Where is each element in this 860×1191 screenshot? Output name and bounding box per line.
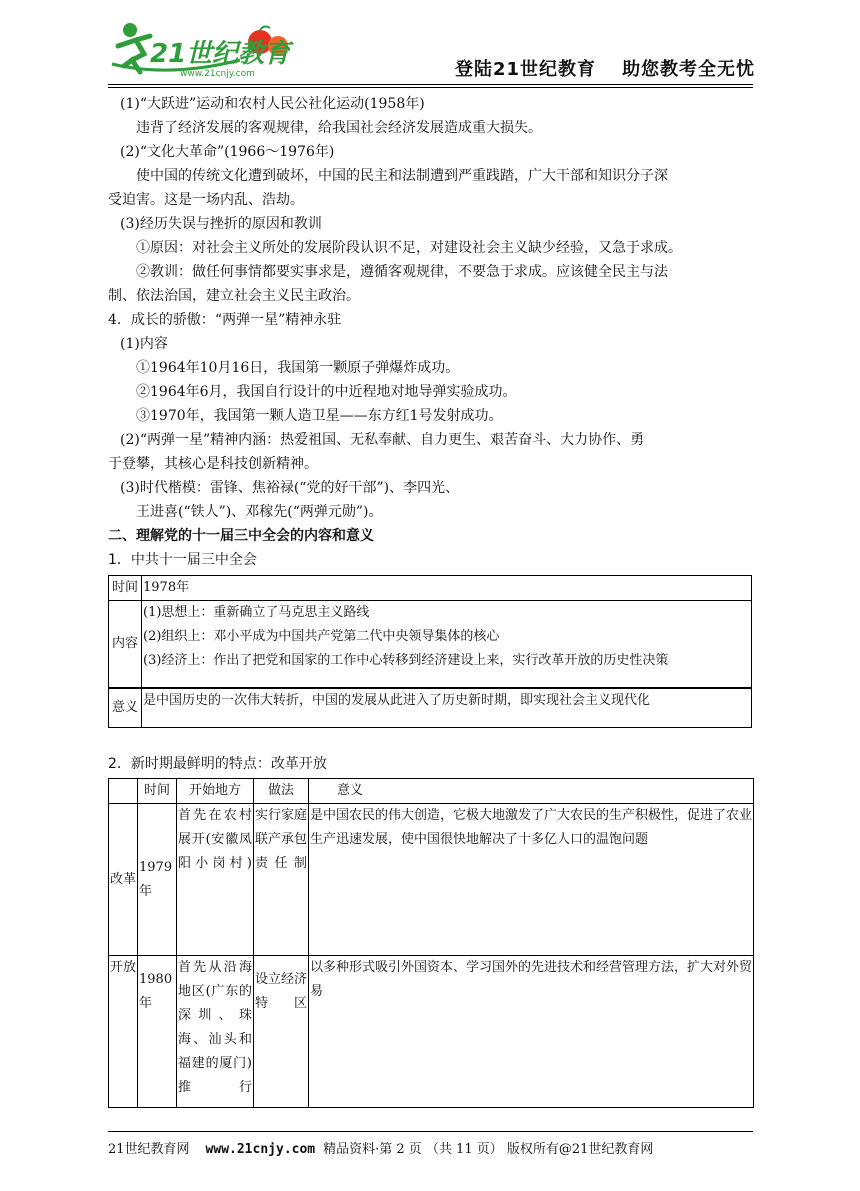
slogan-left: 登陆21世纪教育 — [455, 59, 597, 80]
footer-info: 精品资料·第 2 页 （共 11 页） 版权所有@21世纪教育网 — [323, 1142, 654, 1157]
meaning-value: 是中国历史的一次伟大转折，中国的发展从此进入了历史新时期，即实现社会主义现代化 — [142, 688, 752, 728]
text-line: (3)时代楷模：雷锋、焦裕禄(“党的好干部”)、李四光、 — [120, 480, 460, 496]
text-lines — [108, 92, 756, 524]
text-line: (2)“两弹一星”精神内涵：热爱祖国、无私奉献、自力更生、艰苦奋斗、大力协作、勇 — [120, 432, 645, 448]
plenum-table — [108, 575, 752, 728]
text-line: (1)内容 — [120, 336, 168, 352]
sub-heading-1: 1．中共十一届三中全会 — [108, 552, 257, 568]
col-header: 做法 — [254, 779, 309, 804]
content-label: 内容 — [109, 601, 142, 689]
row-meaning: 是中国农民的伟大创造，它极大地激发了广大农民的生产积极性，促进了农业生产迅速发展，使中国很快地解决了十多亿人口的温饱问题 — [309, 804, 754, 956]
text-line: (3)经历失误与挫折的原因和教训 — [120, 216, 322, 232]
row-label: 改革 — [109, 804, 138, 956]
row-method: 实行家庭联产承包责任制 — [254, 804, 309, 956]
row-meaning: 以多种形式吸引外国资本、学习国外的先进技术和经营管理方法，扩大对外贸易 — [309, 956, 754, 1108]
footer-site: 21世纪教育网 — [108, 1142, 190, 1157]
site-logo — [110, 20, 310, 82]
time-label: 时间 — [109, 576, 142, 601]
text-line: ①原因：对社会主义所处的发展阶段认识不足，对建设社会主义缺少经验，又急于求成。 — [136, 240, 682, 256]
slogan-right: 助您教考全无忧 — [622, 59, 756, 80]
text-line: 王进喜(“铁人”)、邓稼先(“两弹元勋”)。 — [136, 504, 383, 520]
meaning-label: 意义 — [109, 688, 142, 728]
text-line: 受迫害。这是一场内乱、浩劫。 — [108, 192, 304, 208]
content-item: (1)思想上：重新确立了马克思主义路线 — [143, 605, 370, 620]
footer-rule — [108, 1131, 753, 1132]
footer-url[interactable]: www.21cnjy.com — [205, 1142, 316, 1157]
col-header: 时间 — [138, 779, 177, 804]
row-method: 设立经济特区 — [254, 956, 309, 1108]
logo-text: 21世纪教育 — [150, 39, 291, 69]
content-item: (3)经济上：作出了把党和国家的工作中心转移到经济建设上来，实行改革开放的历史性决策 — [143, 653, 669, 668]
text-line: 于登攀，其核心是科技创新精神。 — [108, 456, 318, 472]
row-label: 开放 — [109, 956, 138, 1108]
time-value: 1978年 — [142, 576, 752, 601]
text-line: ③1970年，我国第一颗人造卫星——东方红1号发射成功。 — [136, 408, 503, 424]
col-header: 开始地方 — [177, 779, 254, 804]
section-heading: 二、理解党的十一届三中全会的内容和意义 — [108, 528, 374, 544]
row-time: 1980年 — [138, 956, 177, 1108]
text-line: 4．成长的骄傲：“两弹一星”精神永驻 — [108, 312, 342, 328]
text-line: ②1964年6月，我国自行设计的中近程地对地导弹实验成功。 — [136, 384, 517, 400]
table-row — [109, 956, 754, 1108]
col-header: 意义 — [309, 779, 754, 804]
content-item: (2)组织上：邓小平成为中国共产党第二代中央领导集体的核心 — [143, 629, 500, 644]
table-row — [109, 804, 754, 956]
row-time: 1979年 — [138, 804, 177, 956]
page-content — [108, 92, 756, 1108]
text-line: (1)“大跃进”运动和农村人民公社化运动(1958年) — [120, 96, 425, 112]
header-rule — [108, 84, 753, 85]
text-line: (2)“文化大革命”(1966～1976年) — [120, 144, 335, 160]
text-line: 违背了经济发展的客观规律，给我国社会经济发展造成重大损失。 — [136, 120, 542, 136]
sub-heading-2: 2．新时期最鲜明的特点：改革开放 — [108, 756, 327, 772]
logo-url: www.21cnjy.com — [180, 69, 255, 79]
header-rule-thin — [108, 87, 753, 88]
text-line: 制、依法治国，建立社会主义民主政治。 — [108, 288, 360, 304]
header-slogan — [455, 55, 781, 81]
page-footer — [108, 1138, 653, 1157]
text-line: ②教训：做任何事情都要实事求是，遵循客观规律，不要急于求成。应该健全民主与法 — [136, 264, 668, 280]
reform-table — [108, 778, 754, 1108]
text-line: ①1964年10月16日，我国第一颗原子弹爆炸成功。 — [136, 360, 460, 376]
text-line: 使中国的传统文化遭到破坏，中国的民主和法制遭到严重践踏，广大干部和知识分子深 — [136, 168, 668, 184]
row-place: 首先从沿海地区(广东的深圳、珠海、汕头和福建的厦门)推行 — [177, 956, 254, 1108]
row-place: 首先在农村展开(安徽凤阳小岗村) — [177, 804, 254, 956]
